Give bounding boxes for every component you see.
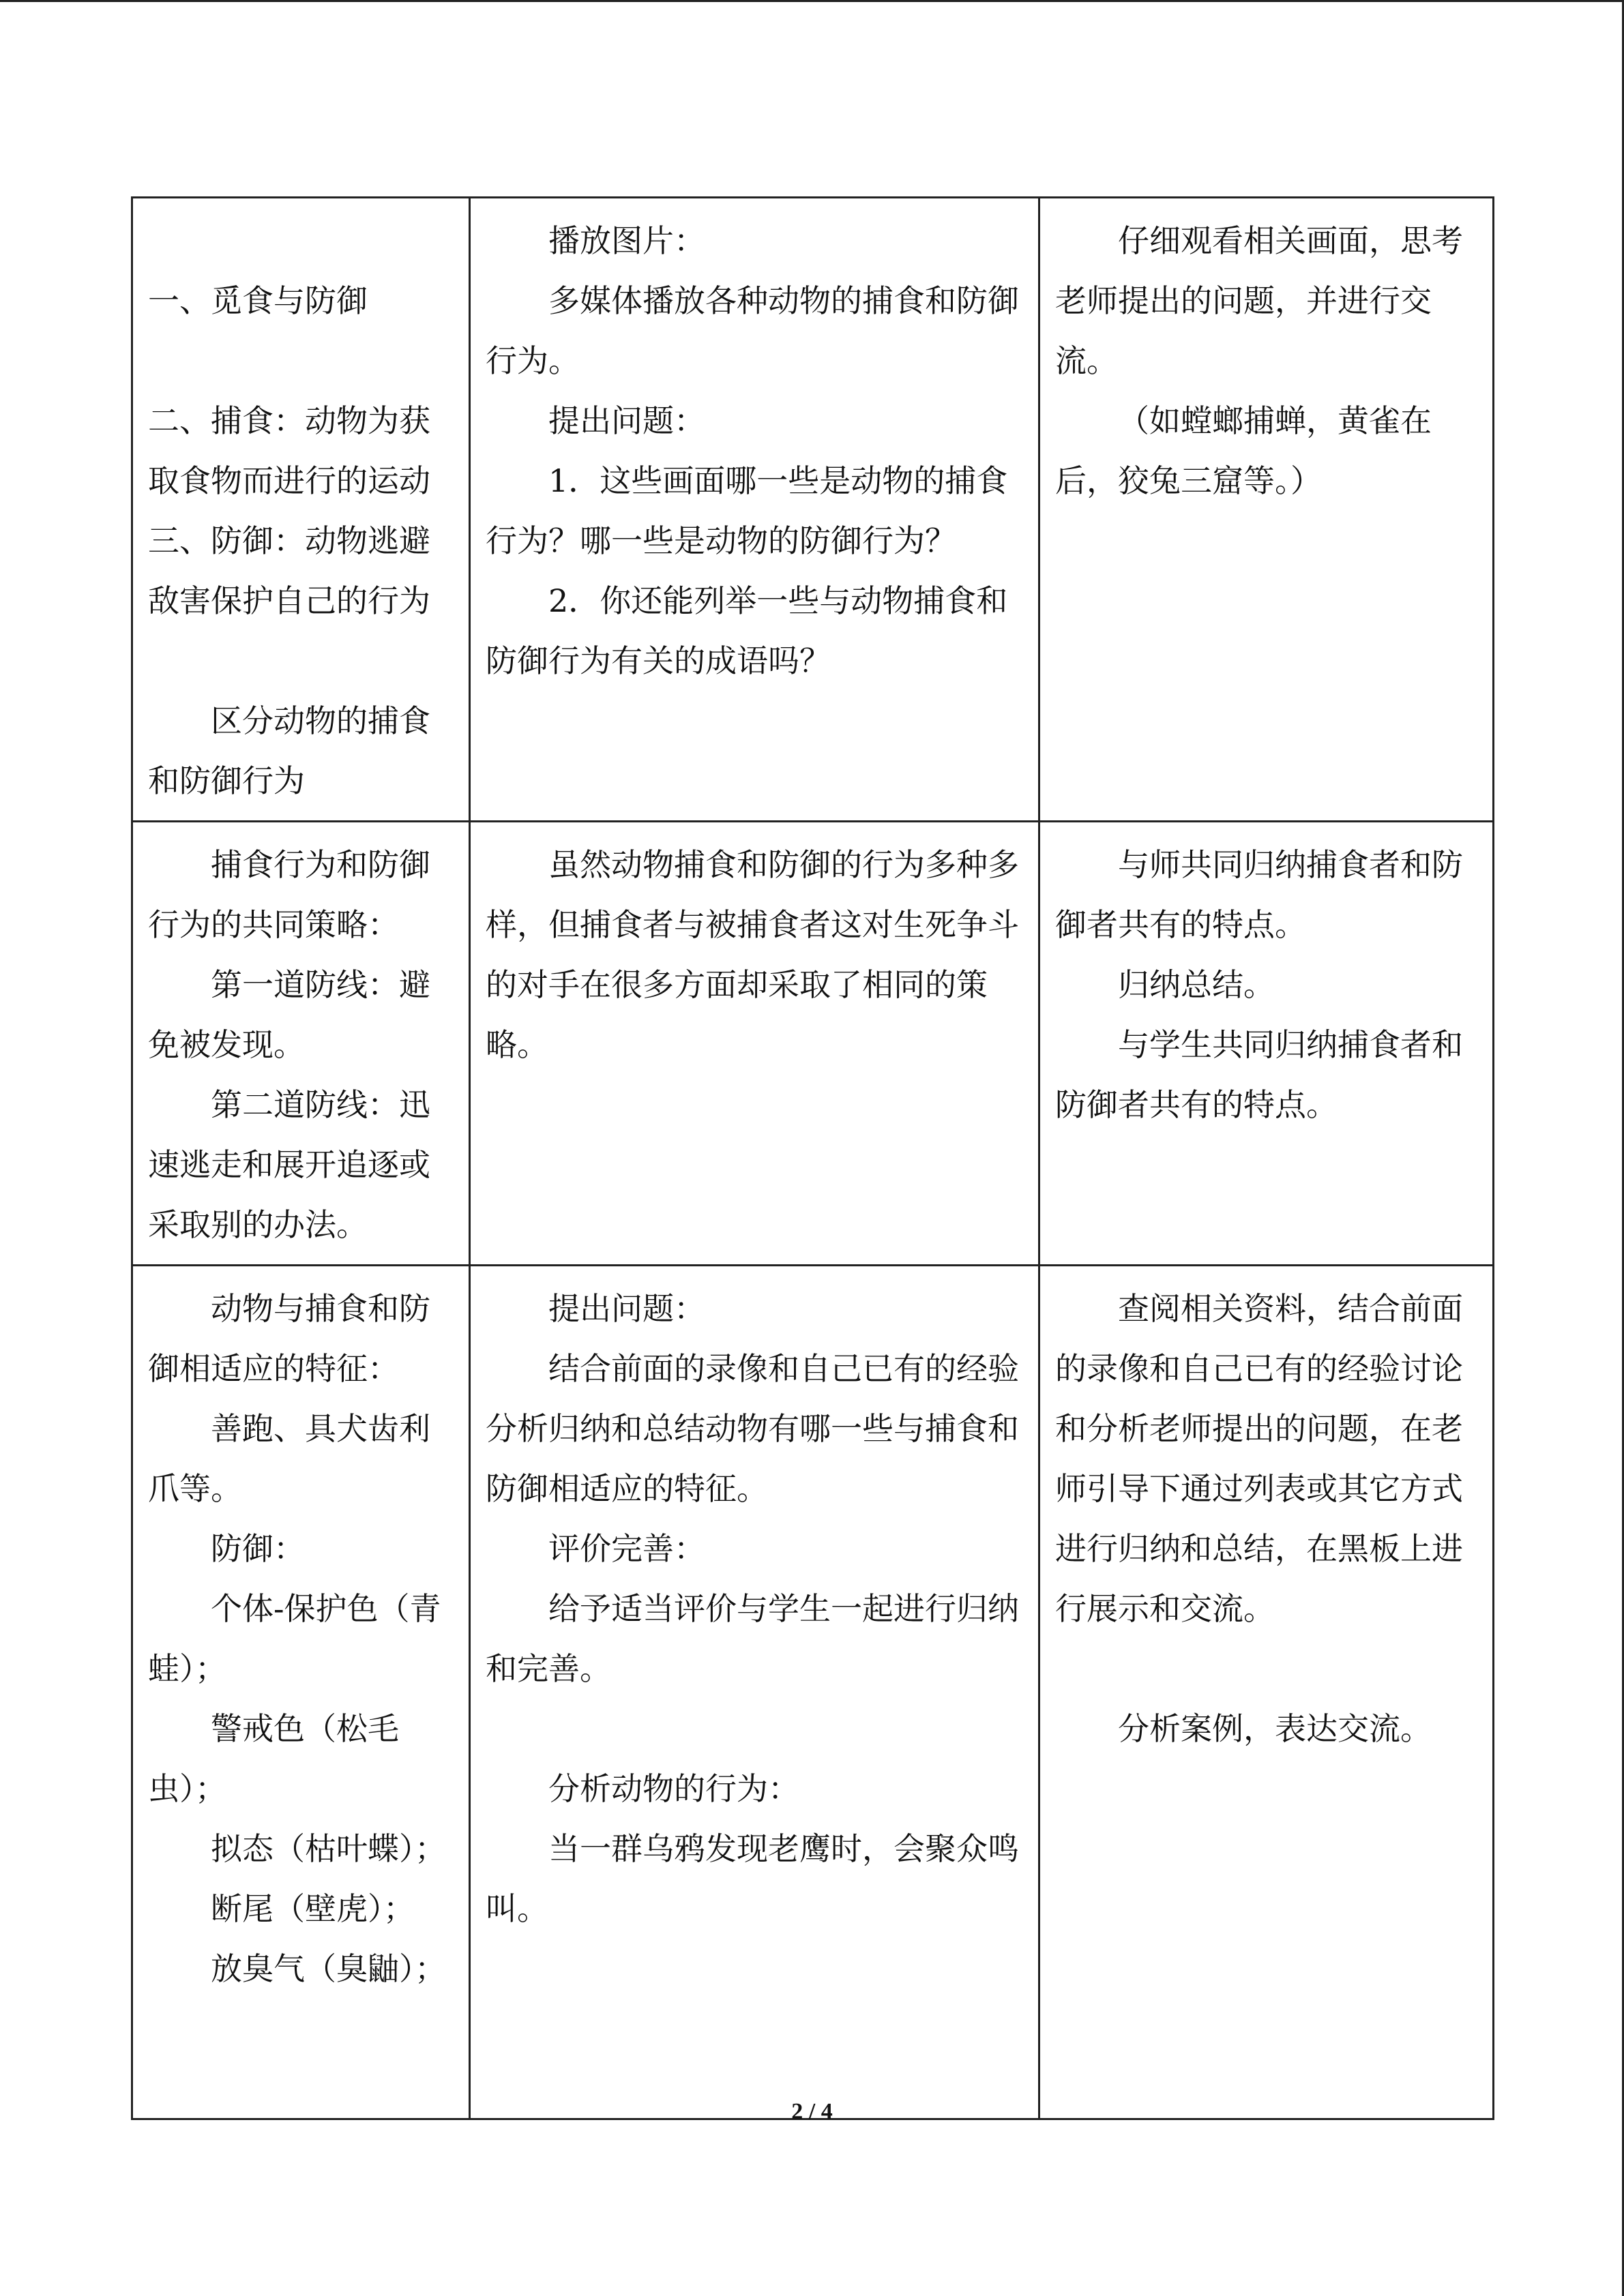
student-activity-cell — [1039, 1266, 1494, 2119]
cell-line: 分析案例，表达交流。 — [1118, 1710, 1432, 1747]
table-row — [132, 198, 1494, 822]
content-cell — [132, 198, 470, 822]
top-border-line — [0, 0, 1624, 2]
cell-line: 2．你还能列举一些与动物捕食和防御行为有关的成语吗？ — [486, 582, 1008, 679]
page-number: 2 / 4 — [791, 2099, 833, 2124]
cell-line: 仔细观看相关画面，思考老师提出的问题，并进行交流。 — [1055, 222, 1463, 379]
cell-line: 防御： — [211, 1530, 305, 1567]
cell-line: 第一道防线：避免被发现。 — [148, 966, 430, 1063]
cell-line: 第二道防线：迅速逃走和展开追逐或采取别的办法。 — [148, 1086, 430, 1243]
teacher-activity-cell — [470, 1266, 1039, 2119]
blank-line — [1055, 1639, 1479, 1699]
cell-line: 断尾（壁虎）； — [211, 1890, 415, 1927]
teacher-activity-cell — [470, 822, 1039, 1266]
cell-line: 播放图片： — [548, 222, 705, 259]
cell-line: 多媒体播放各种动物的捕食和防御行为。 — [486, 282, 1019, 379]
lesson-plan-table — [131, 196, 1494, 2120]
cell-line: 个体-保护色（青蛙）； — [148, 1590, 441, 1687]
cell-line: 捕食行为和防御行为的共同策略： — [148, 846, 430, 943]
cell-line: 评价完善： — [548, 1530, 705, 1567]
cell-line: 当一群乌鸦发现老鹰时，会聚众鸣叫。 — [486, 1830, 1019, 1927]
cell-line: 给予适当评价与学生一起进行归纳和完善。 — [486, 1590, 1019, 1687]
cell-line: 三、防御：动物逃避敌害保护自己的行为 — [148, 522, 430, 619]
cell-line: 二、捕食：动物为获取食物而进行的运动 — [148, 402, 430, 499]
cell-line: 与学生共同归纳捕食者和防御者共有的特点。 — [1055, 1026, 1463, 1123]
student-activity-cell — [1039, 198, 1494, 822]
cell-line: 归纳总结。 — [1118, 966, 1275, 1003]
cell-line: 放臭气（臭鼬）； — [211, 1950, 446, 1987]
blank-line — [148, 631, 455, 691]
blank-line — [148, 331, 455, 391]
cell-line: 动物与捕食和防御相适应的特征： — [148, 1290, 430, 1387]
cell-line: 区分动物的捕食和防御行为 — [148, 702, 430, 799]
content-cell — [132, 822, 470, 1266]
cell-line: 虽然动物捕食和防御的行为多种多样，但捕食者与被捕食者这对生死争斗的对手在很多方面却采取了相同的策略。 — [486, 846, 1019, 1063]
cell-line: 善跑、具犬齿利爪等。 — [148, 1410, 430, 1507]
blank-line — [148, 211, 455, 271]
teacher-activity-cell — [470, 198, 1039, 822]
cell-line: 提出问题： — [548, 402, 705, 439]
cell-line: 拟态（枯叶蝶）； — [211, 1830, 446, 1867]
content-cell — [132, 1266, 470, 2119]
cell-line: 分析动物的行为： — [548, 1770, 799, 1807]
cell-line: （如螳螂捕蝉，黄雀在后，狡兔三窟等。） — [1055, 402, 1432, 499]
cell-line: 警戒色（松毛虫）； — [148, 1710, 399, 1807]
cell-line: 一、觅食与防御 — [148, 282, 368, 319]
student-activity-cell — [1039, 822, 1494, 1266]
table-row — [132, 1266, 1494, 2119]
table-row — [132, 822, 1494, 1266]
cell-line: 结合前面的录像和自己已有的经验分析归纳和总结动物有哪一些与捕食和防御相适应的特征。 — [486, 1350, 1019, 1507]
cell-line: 查阅相关资料，结合前面的录像和自己已有的经验讨论和分析老师提出的问题，在老师引导下通过列表或其它方式进行归纳和总结，在黑板上进行展示和交流。 — [1055, 1290, 1463, 1627]
blank-line — [486, 1699, 1024, 1759]
cell-line: 1．这些画面哪一些是动物的捕食行为？哪一些是动物的防御行为？ — [486, 462, 1008, 559]
cell-line: 与师共同归纳捕食者和防御者共有的特点。 — [1055, 846, 1463, 943]
cell-line: 提出问题： — [548, 1290, 705, 1327]
